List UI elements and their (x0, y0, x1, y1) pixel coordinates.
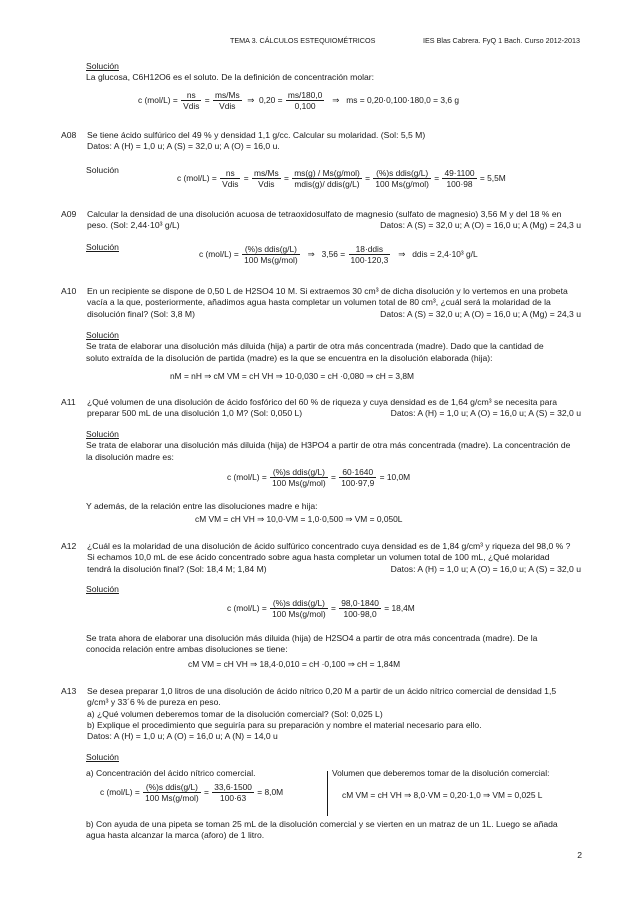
problem-a08 (61, 130, 581, 153)
problem-a13 (61, 686, 581, 743)
problem-code: A12 (61, 541, 77, 551)
problem-statement: ¿Qué volumen de una disolución de ácido fosfórico del 60 % de riqueza y cuya densidad es de 1,64 g/cm³ se necesita para (87, 397, 558, 407)
problem-data: Datos: A (H) = 1,0 u; A (O) = 16,0 u; A (N) = 14,0 u (87, 731, 278, 742)
equation-a12-dilution: cM VM = cH VH ⇒ 18,4·0,010 = cH ·0,100 ⇒ cH = 1,84M (188, 659, 401, 669)
problem-data: Datos: A (S) = 32,0 u; A (O) = 16,0 u; A (Mg) = 24,3 u (380, 308, 581, 319)
problem-a10 (61, 286, 581, 320)
part-b-text (86, 819, 580, 842)
problem-code: A08 (61, 130, 77, 140)
problem-data: Datos: A (H) = 1,0 u; A (O) = 16,0 u; A (S) = 32,0 u (390, 563, 581, 574)
problem-data: Datos: A (H) = 1,0 u; A (O) = 16,0 u; A (S) = 32,0 u (390, 408, 581, 419)
solution-label: Solución (86, 429, 119, 439)
equation-a08: c (mol/L) = $\frac{ns}{\text{Vdis}}$ = $\frac{ms/Ms}{\text{Vdis}}$ = $\frac{\text{ms(g) / Ms(g/mol)}}{\text{mdis(g)/ ddis(g/L)}}$ = $\frac{\text{(\%)s ddis(g/L)}}{\text{100 Ms(g/mol)}}$ = $\frac{49\cdot 1100}{100\cdot 98}$ = 5,5M (177, 168, 506, 190)
solution-text-2: conocida relación entre ambas disoluciones se tiene: (86, 644, 288, 655)
part-b-line-1: b) Con ayuda de una pipeta se toman 25 mL de la disolución comercial y se vierten en un matraz de un 1L. Luego se añada (86, 819, 558, 829)
solution-text: La glucosa, C6H12O6 es el soluto. De la definición de concentración molar: (86, 72, 375, 83)
problem-statement: Se tiene ácido sulfúrico del 49 % y densidad 1,1 g/cc. Calcular su molaridad. (Sol: 5,5 M) (87, 130, 426, 140)
problem-statement-2: peso. (Sol: 2,44·10³ g/L) (87, 220, 180, 231)
solution-label-a12: Solución (86, 584, 119, 594)
solution-text-2: la disolución madre es: (86, 451, 174, 462)
problem-data: Datos: A (S) = 32,0 u; A (O) = 16,0 u; A (Mg) = 24,3 u (380, 220, 581, 231)
equation-a09: c (mol/L) = $\frac{\text{(\%)s ddis(g/L)}}{\text{100 Ms(g/mol)}}$ ⇒ 3,56 = $\frac{\text{18·ddis}}{100\cdot 120,3}$ ⇒ ddis = 2,4·10³ g/L (199, 244, 478, 266)
problem-a09 (61, 209, 581, 232)
problem-code: A10 (61, 286, 77, 296)
problem-statement-3: disolución final? (Sol: 3,8 M) (87, 308, 195, 319)
equation-a13-dilution: cM VM = cH VH ⇒ 8,0·VM = 0,20·1,0 ⇒ VM = 0,025 L (342, 790, 543, 800)
solution-label-a13: Solución (86, 752, 119, 762)
right-column-title: Volumen que deberemos tomar de la disolución comercial: (332, 768, 550, 778)
problem-a11 (61, 397, 581, 420)
equation-glucose: c (mol/L) = $\frac{ns}{\text{Vdis}}$ = $\frac{ms/Ms}{\text{Vdis}}$ ⇒ 0,20 = $\frac{ms/180,0}{0,100}$ ⇒ ms = 0,20·0,100·180,0 = 3,6 g (138, 90, 459, 112)
solution-text-2: soluto extraída de la disolución de partida (madre) es la que se encuentra en la disolución elaborada (hija): (86, 352, 493, 363)
page-header (0, 36, 638, 48)
header-title: TEMA 3. CÁLCULOS ESTEQUIOMÉTRICOS (230, 36, 376, 45)
problem-a12 (61, 541, 581, 575)
problem-statement: En un recipiente se dispone de 0,50 L de H2SO4 10 M. Si extraemos 30 cm³ de dicha disolución y lo vertemos en una probeta (87, 286, 568, 296)
problem-statement-2: g/cm³ y 33´6 % de pureza en peso. (87, 697, 221, 708)
solution-a10 (86, 330, 580, 364)
header-course: IES Blas Cabrera. FyQ 1 Bach. Curso 2012-2013 (423, 36, 581, 45)
question-b: b) Explique el procedimiento que seguiría para su preparación y nombre el material necesario para ello. (87, 720, 482, 731)
solution-label-a09: Solución (86, 242, 119, 252)
solution-text-3: Y además, de la relación entre las disoluciones madre e hija: (86, 501, 318, 511)
equation-a10: nM = nH ⇒ cM VM = cH VH ⇒ 10·0,030 = cH ·0,080 ⇒ cH = 3,8M (170, 371, 415, 381)
question-a: a) ¿Qué volumen deberemos tomar de la disolución comercial? (Sol: 0,025 L) (87, 708, 383, 719)
solution-label: Solución (86, 61, 119, 71)
solution-text: Se trata de elaborar una disolución más diluida (hija) de H3PO4 a partir de otra más concentrada (madre). La concentración de (86, 440, 571, 451)
solution-a12-text (86, 633, 580, 656)
solution-text: Se trata de elaborar una disolución más diluida (hija) a partir de otra más concentrada (madre). Dado que la cantidad de (86, 341, 544, 352)
solution-a11 (86, 429, 580, 463)
problem-code: A09 (61, 209, 77, 219)
problem-statement: ¿Cuál es la molaridad de una disolución de ácido sulfúrico concentrado cuya densidad es de 1,84 g/cm³ y riqueza del 98,0 % ? (87, 541, 571, 551)
page-number: 2 (577, 850, 582, 860)
problem-statement: Se desea preparar 1,0 litros de una disolución de ácido nítrico 0,20 M a partir de un ácido nítrico comercial de densidad 1,5 (87, 686, 557, 696)
solution-0 (86, 61, 580, 84)
problem-code: A11 (61, 397, 76, 407)
column-divider (327, 771, 328, 816)
equation-a11-dilution: cM VM = cH VH ⇒ 10,0·VM = 1,0·0,500 ⇒ VM = 0,050L (195, 514, 403, 524)
problem-statement: Calcular la densidad de una disolución acuosa de tetraoxidosulfato de magnesio (sulfato de magnesio) 3,56 M y del 18 % en (87, 209, 562, 219)
solution-text: Se trata ahora de elaborar una disolución más diluida (hija) de H2SO4 a partir de otra más concentrada (madre). De la (86, 633, 538, 643)
solution-label: Solución (86, 165, 119, 175)
problem-code: A13 (61, 686, 77, 696)
equation-a11-concentration: c (mol/L) = $\frac{\text{(\%)s ddis(g/L)}}{\text{100 Ms(g/mol)}}$ = $\frac{60\cdot 1640}{100\cdot 97,9}$ = 10,0M (227, 467, 411, 489)
problem-data: Datos: A (H) = 1,0 u; A (S) = 32,0 u; A (O) = 16,0 u. (87, 141, 280, 152)
problem-statement-2: vacía a la que, posteriormente, añadimos agua hasta completar un volumen total de 80 cm³, ¿cuál será la molaridad de la (87, 297, 551, 308)
problem-statement-2: Si echamos 10,0 mL de ese ácido concentrado sobre agua hasta completar un volumen total de 100 mL, ¿Qué molaridad (87, 552, 550, 563)
solution-label: Solución (86, 330, 119, 340)
problem-statement-3: tendrá la disolución final? (Sol: 18,4 M; 1,84 M) (87, 563, 267, 574)
equation-a13-concentration: c (mol/L) = $\frac{\text{(\%)s ddis(g/L)}}{\text{100 Ms(g/mol)}}$ = $\frac{33,6\cdot 1500}{100\cdot 63}$ = 8,0M (100, 782, 284, 804)
part-b-line-2: agua hasta alcanzar la marca (aforo) de 1 litro. (86, 830, 265, 841)
problem-statement-2: preparar 500 mL de una disolución 1,0 M? (Sol: 0,050 L) (87, 408, 303, 419)
equation-a12-concentration: c (mol/L) = $\frac{\text{(\%)s ddis(g/L)}}{\text{100 Ms(g/mol)}}$ = $\frac{98,0\cdot 1840}{100\cdot 98,0}$ = 18,4M (227, 598, 415, 620)
part-a-title: a) Concentración del ácido nítrico comercial. (86, 768, 256, 778)
